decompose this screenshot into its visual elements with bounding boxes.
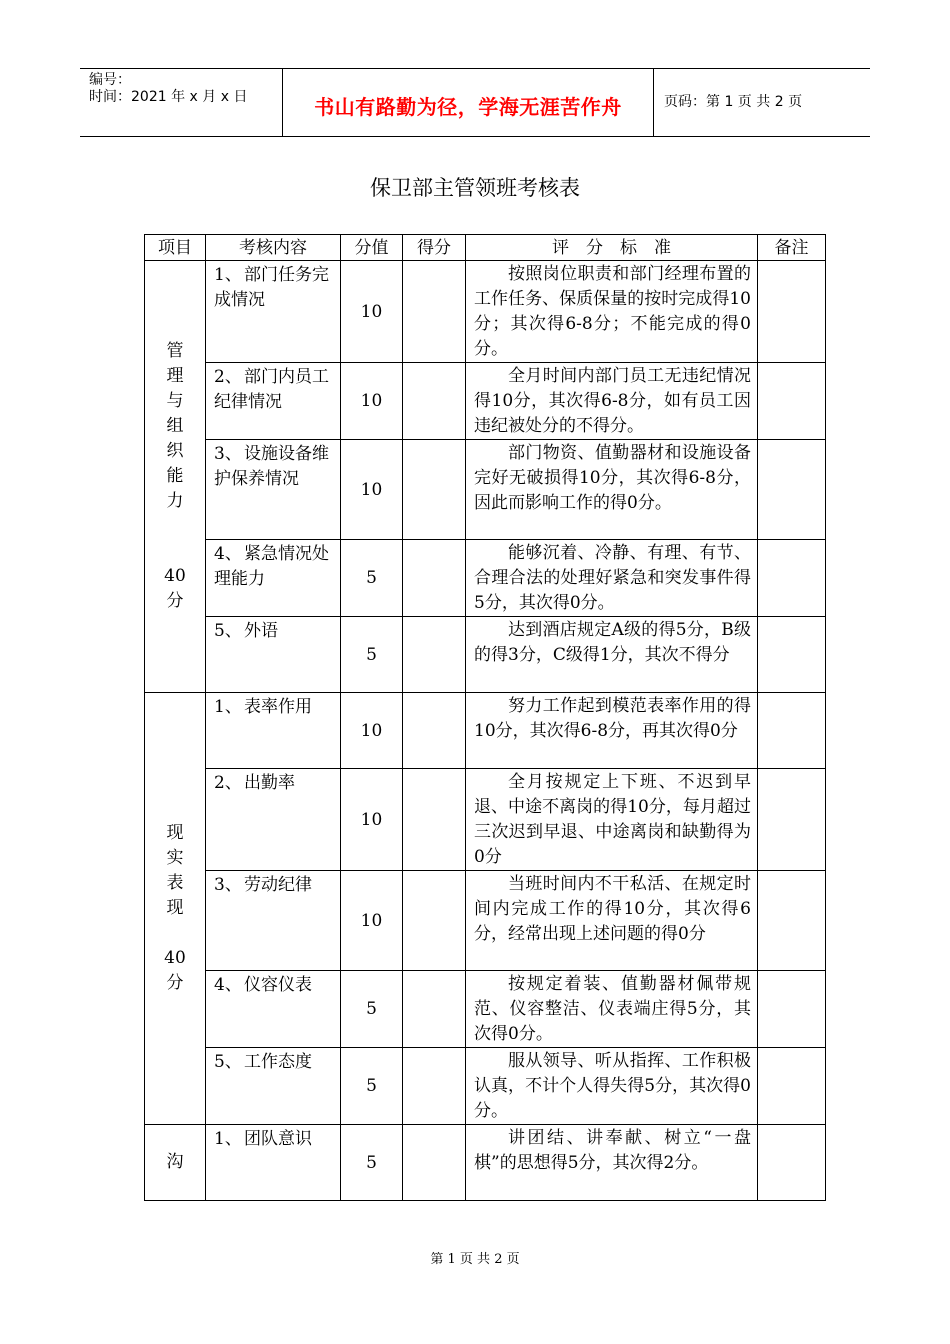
col-header: 评 分 标 准	[466, 235, 758, 261]
table-row	[145, 1048, 826, 1125]
page-title: 保卫部主管领班考核表	[370, 176, 580, 200]
section-name-char: 现	[166, 823, 184, 843]
table-row	[145, 871, 826, 971]
obtained-score-cell[interactable]	[403, 440, 466, 540]
score-value: 10	[341, 871, 403, 971]
item-number: 2、	[214, 367, 242, 387]
score-value: 5	[341, 1125, 403, 1201]
table-row	[145, 971, 826, 1048]
criteria-cell	[466, 617, 758, 693]
document-header	[80, 68, 870, 137]
section-name-char	[145, 921, 205, 946]
item-number: 1、	[214, 697, 242, 717]
remark-cell[interactable]	[758, 440, 826, 540]
table-row	[145, 540, 826, 617]
item-cell	[206, 693, 341, 769]
criteria-text: 努力工作起到模范表率作用的得10分，其次得6-8分，再其次得0分	[474, 696, 751, 741]
item-name: 紧急情况处理能力	[214, 544, 329, 589]
criteria-cell	[466, 440, 758, 540]
criteria-text: 部门物资、值勤器材和设施设备完好无破损得10分，其次得6-8分，因此而影响工作的得0分。	[474, 443, 751, 513]
criteria-text: 按规定着装、值勤器材佩带规范、仪容整洁、仪表端庄得5分，其次得0分。	[474, 974, 751, 1044]
table-row	[145, 440, 826, 540]
remark-cell[interactable]	[758, 769, 826, 871]
table-header-row	[145, 235, 826, 261]
section-name-char	[145, 539, 205, 564]
criteria-cell	[466, 693, 758, 769]
section-name-char: 分	[166, 591, 184, 611]
section-name-char	[145, 514, 205, 539]
score-value: 10	[341, 440, 403, 540]
obtained-score-cell[interactable]	[403, 1125, 466, 1201]
score-value: 10	[341, 363, 403, 440]
section-name-cell	[145, 1125, 206, 1201]
page-footer: 第 1 页 共 2 页	[430, 1252, 520, 1267]
page-info: 页码：第 1 页 共 2 页	[664, 94, 803, 110]
motto: 书山有路勤为径，学海无涯苦作舟	[314, 95, 622, 119]
criteria-text: 能够沉着、冷静、有理、有节、合理合法的处理好紧急和突发事件得5分，其次得0分。	[474, 543, 751, 613]
criteria-text: 达到酒店规定A级的得5分，B级的得3分，C级得1分，其次不得分	[474, 620, 751, 665]
remark-cell[interactable]	[758, 871, 826, 971]
score-value: 10	[341, 769, 403, 871]
obtained-score-cell[interactable]	[403, 1048, 466, 1125]
item-name: 表率作用	[244, 697, 312, 717]
section-name-char: 理	[166, 366, 184, 386]
criteria-cell	[466, 1125, 758, 1201]
remark-cell[interactable]	[758, 1048, 826, 1125]
obtained-score-cell[interactable]	[403, 693, 466, 769]
col-header: 分值	[341, 235, 403, 261]
score-value: 5	[341, 540, 403, 617]
item-number: 3、	[214, 444, 242, 464]
criteria-text: 全月按规定上下班、不迟到早退、中途不离岗的得10分，每月超过三次迟到早退、中途离岗和缺勤得为0分	[474, 772, 751, 867]
item-number: 4、	[214, 544, 242, 564]
remark-cell[interactable]	[758, 693, 826, 769]
section-name-char: 表	[166, 873, 184, 893]
criteria-text: 讲团结、讲奉献、树立“一盘棋”的思想得5分，其次得2分。	[474, 1128, 751, 1173]
obtained-score-cell[interactable]	[403, 617, 466, 693]
criteria-text: 全月时间内部门员工无违纪情况得10分，其次得6-8分，如有员工因违纪被处分的不得分。	[474, 366, 751, 436]
criteria-cell	[466, 971, 758, 1048]
table-row	[145, 617, 826, 693]
obtained-score-cell[interactable]	[403, 871, 466, 971]
remark-cell[interactable]	[758, 1125, 826, 1201]
section-name-char: 沟	[166, 1152, 184, 1172]
section-name-char: 组	[166, 416, 184, 436]
item-name: 部门任务完成情况	[214, 265, 329, 310]
remark-cell[interactable]	[758, 363, 826, 440]
item-cell	[206, 871, 341, 971]
item-cell	[206, 440, 341, 540]
table-row	[145, 1125, 826, 1201]
assessment-table	[144, 234, 826, 1201]
item-name: 出勤率	[244, 773, 295, 793]
section-name-char: 与	[166, 391, 184, 411]
item-number: 1、	[214, 265, 242, 285]
item-name: 团队意识	[244, 1129, 312, 1149]
item-name: 工作态度	[244, 1052, 312, 1072]
criteria-text: 按照岗位职责和部门经理布置的工作任务、保质保量的按时完成得10分；其次得6-8分；不能完成的得0分。	[474, 264, 751, 359]
obtained-score-cell[interactable]	[403, 261, 466, 363]
item-cell	[206, 540, 341, 617]
score-value: 5	[341, 1048, 403, 1125]
item-name: 劳动纪律	[244, 875, 312, 895]
item-number: 5、	[214, 621, 242, 641]
item-cell	[206, 617, 341, 693]
time-label: 时间：2021 年 x 月 x 日	[89, 89, 248, 105]
obtained-score-cell[interactable]	[403, 540, 466, 617]
header-motto-cell	[282, 69, 654, 136]
obtained-score-cell[interactable]	[403, 769, 466, 871]
score-value: 10	[341, 261, 403, 363]
criteria-cell	[466, 769, 758, 871]
section-name-char: 能	[166, 466, 184, 486]
section-name-char: 现	[166, 898, 184, 918]
item-cell	[206, 1125, 341, 1201]
header-meta	[80, 69, 282, 136]
score-value: 5	[341, 617, 403, 693]
section-name-char: 实	[166, 848, 184, 868]
obtained-score-cell[interactable]	[403, 971, 466, 1048]
item-name: 外语	[244, 621, 278, 641]
table-row	[145, 261, 826, 363]
section-name-char: 管	[166, 341, 184, 361]
table-row	[145, 693, 826, 769]
item-number: 2、	[214, 773, 242, 793]
criteria-cell	[466, 1048, 758, 1125]
remark-cell[interactable]	[758, 617, 826, 693]
col-header: 得分	[403, 235, 466, 261]
remark-cell[interactable]	[758, 971, 826, 1048]
criteria-cell	[466, 363, 758, 440]
doc-number-label: 编号：	[89, 72, 131, 88]
item-cell	[206, 769, 341, 871]
section-name-char: 40	[164, 948, 186, 968]
item-cell	[206, 1048, 341, 1125]
section-name-char: 力	[166, 491, 184, 511]
item-cell	[206, 363, 341, 440]
col-header: 考核内容	[206, 235, 341, 261]
item-name: 设施设备维护保养情况	[214, 444, 329, 489]
score-value: 10	[341, 693, 403, 769]
remark-cell[interactable]	[758, 261, 826, 363]
item-number: 5、	[214, 1052, 242, 1072]
table-row	[145, 363, 826, 440]
section-name-cell	[145, 693, 206, 1125]
score-value: 5	[341, 971, 403, 1048]
criteria-cell	[466, 871, 758, 971]
section-name-char: 40	[164, 566, 186, 586]
remark-cell[interactable]	[758, 540, 826, 617]
item-number: 4、	[214, 975, 242, 995]
section-name-cell	[145, 261, 206, 693]
criteria-cell	[466, 261, 758, 363]
section-name-char: 分	[166, 973, 184, 993]
item-name: 部门内员工纪律情况	[214, 367, 329, 412]
criteria-text: 当班时间内不干私活、在规定时间内完成工作的得10分，其次得6分，经常出现上述问题的得0分	[474, 874, 751, 944]
col-header: 备注	[758, 235, 826, 261]
item-cell	[206, 971, 341, 1048]
item-cell	[206, 261, 341, 363]
criteria-text: 服从领导、听从指挥、工作积极认真，不计个人得失得5分，其次得0分。	[474, 1051, 751, 1121]
item-number: 3、	[214, 875, 242, 895]
item-number: 1、	[214, 1129, 242, 1149]
section-name-char: 织	[166, 441, 184, 461]
criteria-cell	[466, 540, 758, 617]
col-header: 项目	[145, 235, 206, 261]
item-name: 仪容仪表	[244, 975, 312, 995]
obtained-score-cell[interactable]	[403, 363, 466, 440]
table-row	[145, 769, 826, 871]
